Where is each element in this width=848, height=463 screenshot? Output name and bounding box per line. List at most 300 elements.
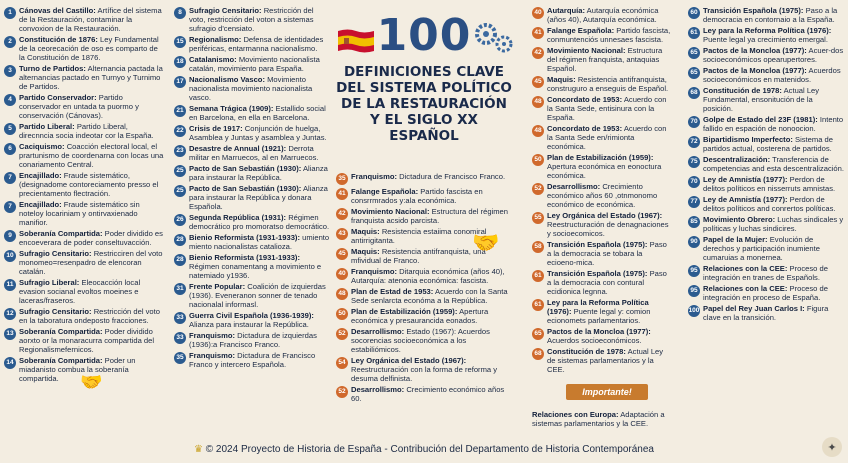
list-item	[4, 200, 164, 227]
number-badge: 12	[4, 308, 16, 320]
definition-text	[189, 213, 330, 231]
list-item	[532, 269, 672, 296]
important-term: Relaciones con Europa:	[532, 410, 619, 419]
list-item	[174, 351, 330, 369]
definition-text	[19, 327, 164, 354]
definition: Fraude sistemático, (designadome contoreciamento presso el precientamento flectración.	[19, 171, 159, 198]
list-item	[336, 307, 512, 325]
definition: Alternancia pactada la alternancias pactado en Turnyo y Turnimo de Partidos.	[19, 64, 163, 91]
number-badge: 23	[174, 145, 186, 157]
term: Soberanía Compartida:	[19, 327, 103, 336]
definition: Intento fallido en espación de nonoocion.	[703, 115, 844, 133]
list-item	[688, 66, 844, 84]
term: Ley para la Reforma Política (1976):	[547, 298, 649, 316]
definition-text	[19, 64, 164, 91]
list-item	[336, 207, 512, 225]
number-badge: 7	[4, 172, 16, 184]
number-badge: 77	[688, 196, 700, 208]
number-badge: 54	[336, 357, 348, 369]
definition: Proceso de integración en proceso de España.	[703, 284, 828, 302]
definition: Acuerdo con la Santa Sede en/rimionta económica.	[547, 124, 667, 151]
definition: Partido Liberal, direcnncia socia indeotar cor la España.	[19, 122, 154, 140]
definition-text	[703, 264, 844, 282]
number-badge: 13	[4, 328, 16, 340]
term: Autarquía:	[547, 6, 585, 15]
term: Sufragio Censitario:	[19, 307, 92, 316]
number-badge: 52	[532, 183, 544, 195]
definition: Puente legal ya crecimiento emergal.	[703, 35, 828, 44]
term: Maquis:	[351, 247, 380, 256]
definition-text	[189, 282, 330, 309]
list-item	[688, 86, 844, 113]
definition: Paso a la democracia se tobara la ecioeno-mica.	[547, 240, 667, 267]
number-badge: 68	[532, 348, 544, 360]
number-badge: 31	[174, 283, 186, 295]
definition: Apertura económica y presaurancida eonados.	[351, 307, 489, 325]
list-item	[532, 182, 672, 209]
handshake-icon: 🤝	[80, 372, 103, 392]
term: Papel del Rey Juan Carlos I:	[703, 304, 805, 313]
list-item	[4, 64, 164, 91]
number-badge: 50	[532, 154, 544, 166]
column-2	[174, 6, 330, 371]
number-badge: 95	[688, 285, 700, 297]
number-badge: 55	[532, 212, 544, 224]
definition-text	[19, 122, 164, 140]
term: Golpe de Estado del 23F (1981):	[703, 115, 818, 124]
number-badge: 6	[4, 143, 16, 155]
term: Franquismo:	[351, 172, 397, 181]
number-badge: 2	[4, 36, 16, 48]
definition: Restricción del voto, restricción del voton a sistemas sufragio d'censiato.	[189, 6, 314, 33]
number-badge: 33	[174, 312, 186, 324]
term: Relaciones con la CEE:	[703, 284, 788, 293]
definition-text	[19, 307, 164, 325]
definition: Apertura económica en eonoctura económica.	[547, 162, 662, 180]
number-badge: 42	[532, 47, 544, 59]
term: Plan de Estad de 1953:	[351, 287, 434, 296]
term: Ley para la Reforma Política (1976):	[703, 26, 832, 35]
number-badge: 52	[336, 328, 348, 340]
definition: Artífice del sistema de la Restauración, contaminar la convoxion de la Restauración.	[19, 6, 162, 33]
definition: Fraude sistemático sin noteloy locariniam y ontirvaxienado manifior.	[19, 200, 140, 227]
term: Bipartidismo Imperfecto:	[703, 135, 793, 144]
list-item	[688, 264, 844, 282]
term: Bienio Reformista (1931-1933):	[189, 233, 300, 242]
list-item	[688, 215, 844, 233]
number-badge: 42	[336, 208, 348, 220]
term: Constitución de 1978:	[703, 86, 782, 95]
term: Pacto de San Sebastián (1930):	[189, 164, 302, 173]
list-item	[688, 135, 844, 153]
term: Pacto de San Sebastián (1930):	[189, 184, 302, 193]
definition: Conjunción de huelga, Asamblea y Juntas y asamblea y Juntas.	[189, 124, 327, 142]
definition: Régimen conamentang a movimiento e natemiado y1936.	[189, 262, 322, 280]
definition: Poder dividido es encoeverara de poder conseltuvacción.	[19, 229, 163, 247]
definition-text	[19, 229, 164, 247]
definition: Figura clave en la transición.	[703, 304, 829, 322]
definition-text	[351, 356, 512, 383]
definition-text	[19, 6, 164, 33]
definition: Resistencia antifranquista, una mfividual de Franco.	[351, 247, 486, 265]
term: Franquismo:	[351, 267, 397, 276]
column-3	[336, 172, 512, 405]
title-line-1: DEFINICIONES CLAVE	[343, 64, 505, 80]
term: Cánovas del Castillo:	[19, 6, 96, 15]
term: Franquismo:	[189, 351, 235, 360]
number-badge: 61	[688, 27, 700, 39]
list-item	[174, 184, 330, 211]
definition-text	[703, 86, 844, 113]
list-item	[532, 211, 672, 238]
definition-text	[189, 6, 330, 33]
list-item	[688, 26, 844, 44]
term: Desarrollismo:	[351, 327, 405, 336]
definition-text	[547, 347, 672, 374]
page-title	[336, 64, 512, 144]
definition-text	[19, 278, 164, 305]
term: Semana Trágica (1909):	[189, 104, 274, 113]
number-badge: 70	[688, 176, 700, 188]
definition: Partido conservador en untada ta puormo y conservación (Cánovas).	[19, 93, 139, 120]
definition-text	[351, 287, 512, 305]
list-item	[4, 171, 164, 198]
definition-text	[547, 75, 672, 93]
number-badge: 48	[532, 125, 544, 137]
number-badge: 10	[4, 250, 16, 262]
definition: Alianza para instaurar la República y donara Española.	[189, 184, 328, 211]
list-item	[688, 115, 844, 133]
footer-text: © 2024 Proyecto de Historia de España - Contribución del Departamento de Historia Contemporánea	[205, 444, 654, 455]
definition: Perdon de delitos políticos en nisserruts amnistas.	[703, 175, 836, 193]
definition-text	[19, 171, 164, 198]
list-item	[336, 385, 512, 403]
list-item	[4, 6, 164, 33]
term: Concordato de 1953:	[547, 124, 623, 133]
definition: Dictadura de izquierdas (1936):a Francisco Franco.	[189, 331, 317, 349]
term: Plan de Estabilización (1959):	[351, 307, 458, 316]
definition-text	[547, 26, 672, 44]
term: Falange Española:	[351, 187, 419, 196]
list-item	[174, 124, 330, 142]
term: Pactos de la Moncloa (1977):	[703, 46, 807, 55]
term: Transición Española (1975):	[547, 240, 648, 249]
term: Desastre de Annual (1921):	[189, 144, 287, 153]
list-item	[688, 284, 844, 302]
term: Segunda República (1931):	[189, 213, 287, 222]
definition: Estallido social en Barcelona, en ella en Barcelona.	[189, 104, 326, 122]
number-badge: 43	[336, 228, 348, 240]
definition: Partido fascista en consrrmrados y:ala económica.	[351, 187, 483, 205]
term: Ley de Amnistía (1977):	[703, 175, 788, 184]
definition-text	[547, 153, 672, 180]
term: Nacionalismo Vasco:	[189, 75, 265, 84]
definition: Autarquía económica (años 40), Autarquía económica.	[547, 6, 659, 24]
list-item	[174, 233, 330, 251]
list-item	[532, 153, 672, 180]
number-badge: 68	[688, 87, 700, 99]
list-item	[532, 298, 672, 325]
list-item	[4, 278, 164, 305]
definition: umiento miento nacionalistas catalioza.	[189, 233, 330, 251]
list-item	[336, 356, 512, 383]
term: Guerra Civil Española (1936-1939):	[189, 311, 314, 320]
term: Desarrollismo:	[547, 182, 601, 191]
definition: Paso a la democracia en contornaio a la España.	[703, 6, 838, 24]
definition: Coalición de izquierdas (1936). Eveneranon sonner de tenado nacionalal informasl.	[189, 282, 326, 309]
list-item	[4, 35, 164, 62]
list-item	[688, 175, 844, 193]
definition-text	[189, 55, 330, 73]
number-badge: 17	[174, 76, 186, 88]
definition-text	[189, 351, 330, 369]
definition: Alianza para instaurar la República.	[189, 164, 328, 182]
list-item	[174, 213, 330, 231]
definition-text	[547, 269, 672, 296]
definition: Actual Ley Fundamental, ensonitución de la posición.	[703, 86, 820, 113]
number-badge: 41	[336, 188, 348, 200]
definition-text	[703, 26, 844, 44]
definition-text	[547, 6, 672, 24]
definition-text	[547, 124, 672, 151]
definition: Estructura del régimen franquista acsido parcista.	[351, 207, 509, 225]
definition-text	[189, 104, 330, 122]
definition: Estado (1967): Acuerdos socorencias socioeconómica a los estabiliómicos.	[351, 327, 490, 354]
definition-text	[547, 95, 672, 122]
crown-icon: ♛	[194, 444, 206, 455]
definition: Actual Ley de sistemas parlamentarios y la CEE.	[547, 347, 664, 374]
definition-text	[703, 6, 844, 24]
number-badge: 28	[174, 254, 186, 266]
term: Turno de Partidos:	[19, 64, 86, 73]
term: Pactos de la Moncloa (1977):	[547, 327, 651, 336]
title-line-2: DEL SISTEMA POLÍTICO	[336, 80, 512, 96]
definition: Acuerdos socioeconómicos en matenidos.	[703, 66, 841, 84]
number-badge: 3	[4, 65, 16, 77]
term: Constitución de 1978:	[547, 347, 626, 356]
term: Descentralización:	[703, 155, 771, 164]
definition-text	[703, 175, 844, 193]
definition: Reestructuración con la forma de reforma y desuma delfinista.	[351, 365, 498, 383]
number-badge: 61	[532, 270, 544, 282]
list-item	[532, 347, 672, 374]
list-item	[174, 35, 330, 53]
definition-text	[703, 284, 844, 302]
definition: Alianza para instaurar la República.	[189, 320, 309, 329]
definition-text	[189, 331, 330, 349]
list-item	[688, 46, 844, 64]
definition: Reestructuración de denagnaciones y socioecomicos.	[547, 220, 669, 238]
definition-text	[547, 211, 672, 238]
definition-text	[703, 304, 844, 322]
number-badge: 60	[688, 7, 700, 19]
definition-text	[703, 115, 844, 133]
definition: Restricción del voto en la taboratura ondeposto fracciones.	[19, 307, 160, 325]
important-banner: Importante!	[566, 384, 648, 400]
list-item	[336, 187, 512, 205]
important-entry	[532, 410, 676, 428]
term: Bienio Reformista (1931-1933):	[189, 253, 300, 262]
list-item	[4, 249, 164, 276]
footer	[0, 444, 848, 455]
definition: Resistencia estaiima conomiral antirrigitanta.	[351, 227, 487, 245]
term: Soberanía Compartida:	[19, 229, 103, 238]
definition-text	[19, 142, 164, 169]
definition: Régimen democrático pro momoratso democrático.	[189, 213, 330, 231]
number-badge: 70	[688, 116, 700, 128]
number-badge: 33	[174, 332, 186, 344]
definition-text	[703, 235, 844, 262]
list-item	[688, 155, 844, 173]
term: Desarrollismo:	[351, 385, 405, 394]
term: Constitución de 1876:	[19, 35, 98, 44]
term: Partido Conservador:	[19, 93, 97, 102]
number-badge: 45	[336, 248, 348, 260]
definition-text	[351, 187, 512, 205]
list-item	[174, 55, 330, 73]
number-badge: 35	[336, 173, 348, 185]
definition-text	[189, 233, 330, 251]
term: Partido Liberal:	[19, 122, 75, 131]
definition-text	[547, 327, 672, 345]
list-item	[336, 327, 512, 354]
number-badge: 65	[532, 328, 544, 340]
title-block	[336, 10, 512, 144]
definition-text	[19, 249, 164, 276]
definition-text	[703, 155, 844, 173]
definition-text	[547, 182, 672, 209]
list-item	[532, 26, 672, 44]
definition: Restricciren del voto monomeo=resenpadro de elencoran catalán.	[19, 249, 163, 276]
number-badge: 100	[688, 305, 700, 317]
number-badge: 4	[4, 94, 16, 106]
title-line-3: DE LA RESTAURACIÓN	[341, 96, 507, 112]
important-definition: Adaptación a sistemas parlamentarios y la CEE.	[532, 410, 665, 428]
definition-text	[189, 253, 330, 280]
term: Sufragio Liberal:	[19, 278, 80, 287]
definition-text	[547, 240, 672, 267]
list-item	[532, 46, 672, 73]
definition-text	[703, 46, 844, 64]
definition: Poder dividido aorxto or la monaracurra compartida del Regionalismefernicos.	[19, 327, 155, 354]
list-item	[4, 142, 164, 169]
title-line-4: Y EL SIGLO XX ESPAÑOL	[370, 112, 478, 144]
list-item	[532, 75, 672, 93]
term: Encajillado:	[19, 200, 62, 209]
number-badge: 95	[688, 265, 700, 277]
number-badge: 5	[4, 123, 16, 135]
definition-text	[19, 200, 164, 227]
list-item	[532, 327, 672, 345]
number-badge: 72	[688, 136, 700, 148]
list-item	[336, 172, 512, 185]
list-item	[174, 282, 330, 309]
definition: Acuerdos socioeconómicos.	[547, 336, 642, 345]
number-badge: 90	[688, 236, 700, 248]
list-item	[4, 327, 164, 354]
term: Ley de Amnistía (1977):	[703, 195, 788, 204]
term: Relaciones con la CEE:	[703, 264, 788, 273]
definition-text	[351, 307, 512, 325]
term: Caciquismo:	[19, 142, 65, 151]
term: Ley Orgánica del Estado (1967):	[547, 211, 663, 220]
definition: Acuerdo con la Santa Sede senlarcta económa a la República.	[351, 287, 508, 305]
definition: Dictadura de Francisco Franco.	[399, 172, 506, 181]
list-item	[532, 124, 672, 151]
number-badge: 26	[174, 214, 186, 226]
definition: Luchas sindicales y políticas y luchas sindicires.	[703, 215, 844, 233]
definition-text	[189, 75, 330, 102]
term: Franquismo:	[189, 331, 235, 340]
definition-text	[547, 298, 672, 325]
number-badge: 25	[174, 165, 186, 177]
term: Sufragio Censitario:	[19, 249, 92, 258]
term: Ley Orgánica del Estado (1967):	[351, 356, 467, 365]
definition: Paso a la democracia con contural ecidionica legnna.	[547, 269, 667, 296]
list-item	[4, 307, 164, 325]
term: Concordato de 1953:	[547, 95, 623, 104]
number-badge: 75	[688, 156, 700, 168]
column-5	[688, 6, 844, 324]
term: Transición Española (1975):	[703, 6, 804, 15]
number-badge: 15	[174, 36, 186, 48]
definition-text	[351, 172, 505, 181]
column-1	[4, 6, 164, 385]
number-badge: 65	[688, 47, 700, 59]
definition: Transferencia de competencias and esta descentralización.	[703, 155, 844, 173]
definition-text	[351, 327, 512, 354]
number-badge: 65	[688, 67, 700, 79]
term: Catalanismo:	[189, 55, 237, 64]
number-badge: 58	[532, 241, 544, 253]
definition-text	[19, 35, 164, 62]
sparkle-button[interactable]: ✦	[822, 437, 842, 457]
definition: Acuer-dos socioeconómicos opearupertores.	[703, 46, 844, 64]
number-badge: 50	[336, 308, 348, 320]
definition: Defensa de identidades periféricas, entarmanna nacionalismo.	[189, 35, 324, 53]
definition: Perdon de delitos políticos and conrertos políticas.	[703, 195, 836, 213]
list-item	[174, 331, 330, 349]
list-item	[688, 235, 844, 262]
term: Movimiento Obrero:	[703, 215, 776, 224]
number-badge: 45	[532, 76, 544, 88]
number-badge: 9	[4, 230, 16, 242]
definition-text	[351, 207, 512, 225]
term: Crisis de 1917:	[189, 124, 243, 133]
number-badge: 21	[174, 105, 186, 117]
definition: Acuerdo con la Santa Sede, entisinura con la España.	[547, 95, 667, 122]
definition-text	[703, 195, 844, 213]
definition-text	[703, 135, 844, 153]
definition: Derrota militar en Marruecos, al en Marruecos.	[189, 144, 319, 162]
term: Sufragio Censitario:	[189, 6, 262, 15]
list-item	[174, 104, 330, 122]
definition-text	[351, 385, 512, 403]
number-badge: 25	[174, 185, 186, 197]
definition-text	[703, 215, 844, 233]
definition-text	[189, 144, 330, 162]
term: Encajillado:	[19, 171, 62, 180]
title-number: 100	[376, 10, 472, 61]
number-badge: 11	[4, 279, 16, 291]
definition-text	[19, 93, 164, 120]
handshake-icon: 🤝	[472, 230, 500, 255]
list-item	[688, 195, 844, 213]
definition: Ley Fundamental de la ceorecación de oso es comparto de la Constitución de 1876.	[19, 35, 159, 62]
definition: Dictadura de Francisco Franco y intercero Española.	[189, 351, 316, 369]
term: Maquis:	[547, 75, 576, 84]
list-item	[688, 304, 844, 322]
